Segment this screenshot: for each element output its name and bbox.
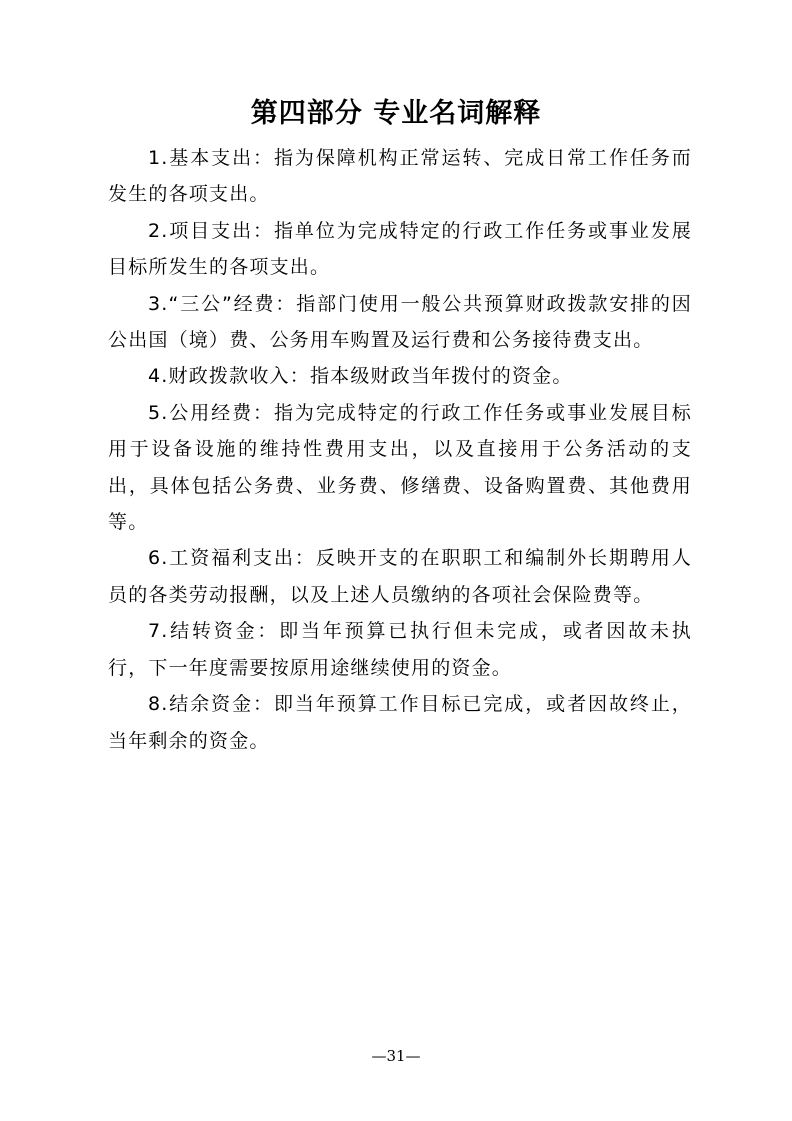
term-label: 5.公用经费：: [148, 401, 274, 424]
term-label: 6.工资福利支出：: [148, 547, 316, 570]
term-three-public-expenses: [108, 286, 692, 359]
term-basic-expenditure: [108, 140, 692, 213]
term-definition: 指部门使用一般公共预算财政拨款安排的因公出国（境）费、公务用车购置及运行费和公务接待费支出。: [108, 292, 692, 352]
term-definition: 即当年预算工作目标已完成，或者因故终止，当年剩余的资金。: [108, 693, 692, 752]
term-label: 1.基本支出：: [148, 147, 274, 169]
term-surplus-funds: [108, 686, 692, 759]
term-label: 7.结转资金：: [148, 620, 280, 643]
term-definition: 指本级财政当年拨付的资金。: [309, 365, 573, 388]
term-label: 4.财政拨款收入：: [148, 365, 310, 388]
term-definition: 指为完成特定的行政工作任务或事业发展目标用于设备设施的维持性费用支出，以及直接用于公务活动的支出，具体包括公务费、业务费、修缮费、设备购置费、其他费用等。: [108, 401, 692, 534]
page-number: —31—: [371, 1047, 421, 1065]
term-fiscal-appropriation-income: [108, 358, 692, 394]
terms-list: [108, 140, 692, 759]
page-title: 第四部分 专业名词解释: [250, 98, 542, 129]
term-definition: 指为保障机构正常运转、完成日常工作任务而发生的各项支出。: [108, 147, 692, 206]
term-definition: 指单位为完成特定的行政工作任务或事业发展目标所发生的各项支出。: [108, 219, 692, 279]
term-label: 8.结余资金：: [148, 693, 274, 716]
term-label: 3.“三公”经费：: [148, 292, 297, 315]
term-label: 2.项目支出：: [148, 219, 274, 242]
term-project-expenditure: [108, 213, 692, 286]
term-carryover-funds: [108, 613, 692, 686]
term-public-funds: [108, 395, 692, 541]
term-definition: 即当年预算已执行但未完成，或者因故未执行，下一年度需要按原用途继续使用的资金。: [108, 620, 692, 679]
term-wage-welfare-expenditure: [108, 540, 692, 613]
term-definition: 反映开支的在职职工和编制外长期聘用人员的各类劳动报酬，以及上述人员缴纳的各项社会保险费等。: [108, 547, 692, 606]
